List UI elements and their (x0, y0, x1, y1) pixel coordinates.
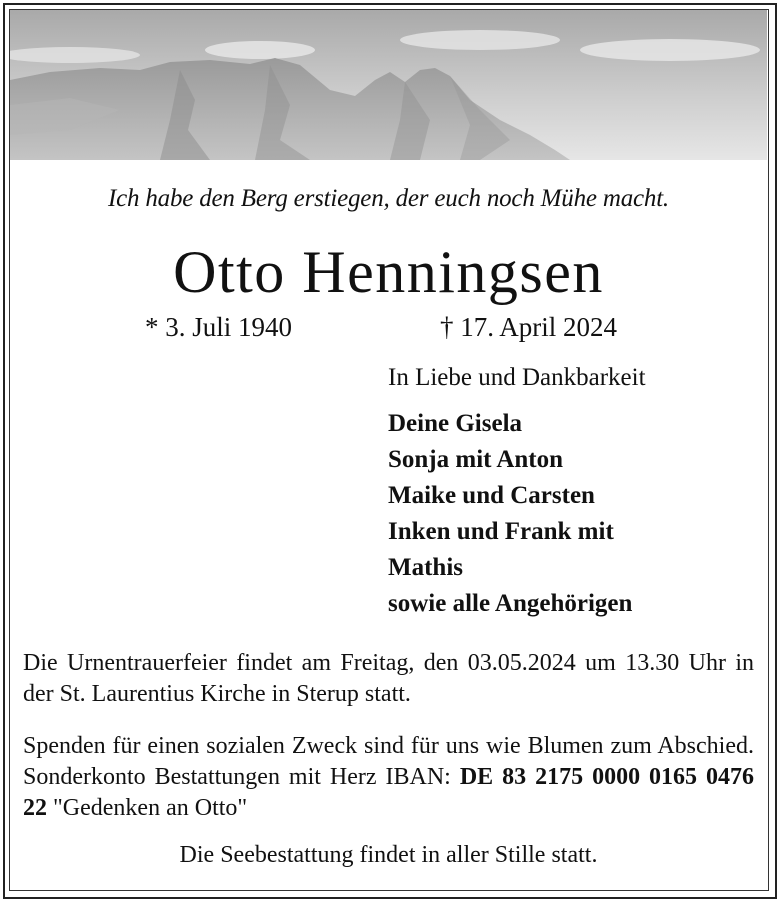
family-member: Inken und Frank mit (388, 518, 614, 545)
thanks-line: In Liebe und Dankbarkeit (388, 364, 646, 391)
family-member: Deine Gisela (388, 410, 523, 437)
family-list (388, 406, 632, 622)
family-member: Maike und Carsten (388, 482, 595, 509)
donation-reference: "Gedenken an Otto" (53, 795, 248, 821)
mountain-image (10, 10, 767, 160)
family-member: sowie alle Angehörigen (388, 590, 633, 617)
donation-text: Spenden für einen sozialen Zweck sind für uns wie Blumen zum Abschied. Sonderkonto Bestattungen mit Herz (23, 733, 754, 790)
birth-date: * 3. Juli 1940 (145, 312, 293, 342)
motto-quote: Ich habe den Berg erstiegen, der euch noch Mühe macht. (107, 185, 669, 212)
donation-notice (23, 731, 754, 824)
family-member: Mathis (388, 554, 463, 581)
iban-number: DE 83 2175 0000 0165 0476 22 (23, 764, 755, 821)
burial-notice: Die Seebestattung findet in aller Stille statt. (179, 842, 598, 868)
ceremony-notice: Die Urnentrauerfeier findet am Freitag, den 03.05.2024 um 13.30 Uhr in der St. Laurentius Kirche in Sterup statt. (23, 650, 754, 707)
iban-label: IBAN: (385, 764, 451, 790)
deceased-name: Otto Henningsen (173, 239, 604, 305)
family-member: Sonja mit Anton (388, 446, 564, 473)
death-date: † 17. April 2024 (440, 312, 618, 342)
